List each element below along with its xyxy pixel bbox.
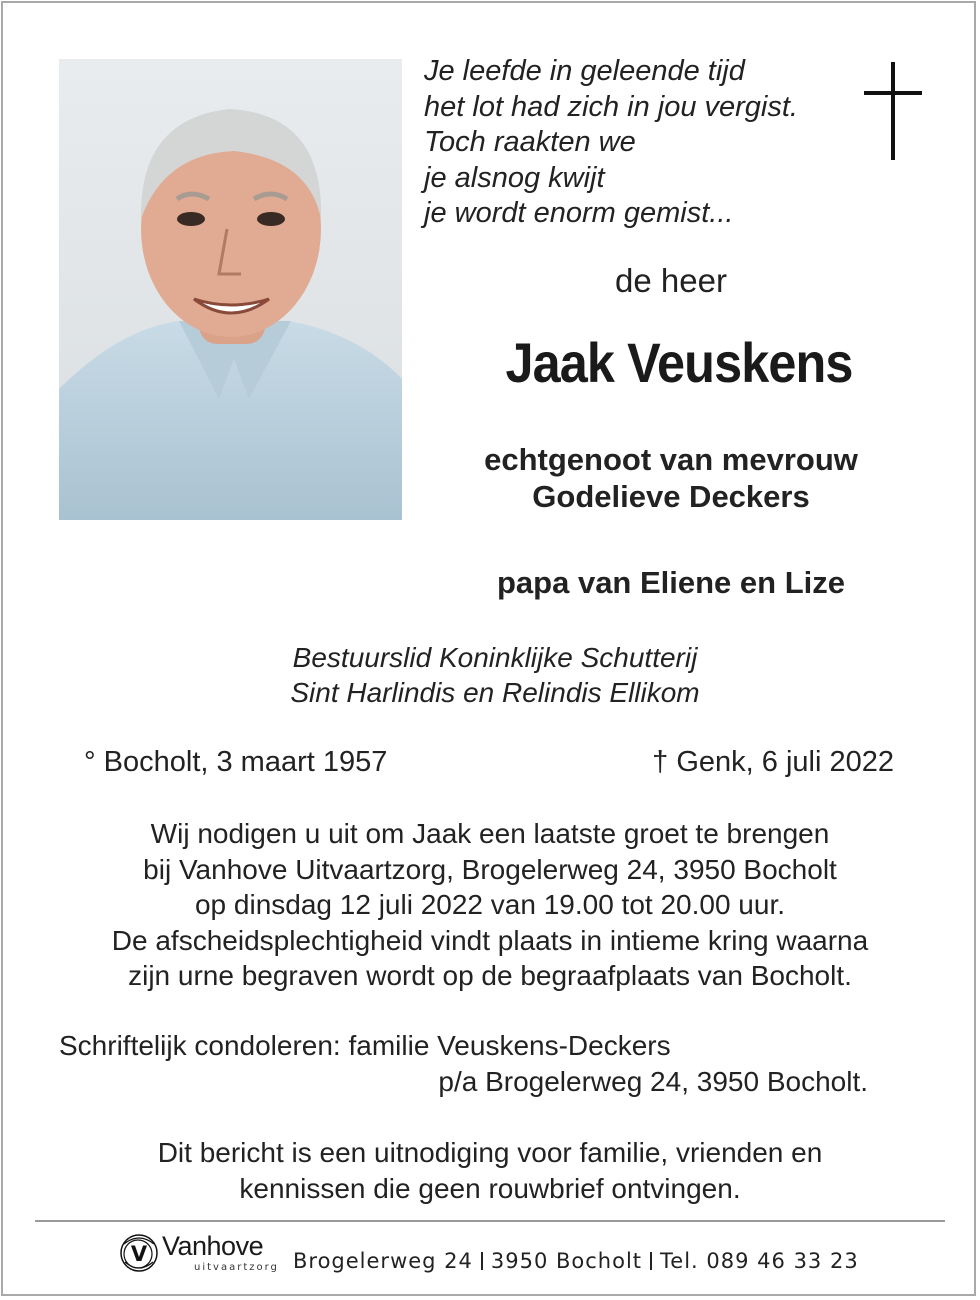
honorific: de heer xyxy=(615,262,727,299)
vanhove-logo-icon xyxy=(116,1230,162,1276)
invitation-text xyxy=(50,816,930,994)
condolence-line-2: p/a Brogelerweg 24, 3950 Bocholt. xyxy=(438,1066,868,1097)
spouse-info xyxy=(440,441,902,515)
footer-city: 3950 Bocholt xyxy=(490,1249,643,1273)
footer-divider xyxy=(35,1220,945,1222)
death-date-text: Genk, 6 juli 2022 xyxy=(676,746,894,778)
poem-line: Toch raakten we xyxy=(424,126,636,158)
death-cross-icon: † xyxy=(652,746,669,778)
footer-street: Brogelerweg 24 xyxy=(293,1249,473,1273)
invitation-line: De afscheidsplechtigheid vindt plaats in intieme kring waarna xyxy=(111,924,869,956)
deceased-name: Jaak Veuskens xyxy=(505,331,853,394)
portrait-photo xyxy=(59,59,402,520)
children-info: papa van Eliene en Lize xyxy=(496,565,845,600)
poem-line: het lot had zich in jou vergist. xyxy=(424,90,798,123)
death-date xyxy=(652,746,894,779)
logo-mark-letter: V xyxy=(130,1242,148,1266)
brand-subtitle: uitvaartzorg xyxy=(194,1262,279,1273)
notice-line-2: kennissen die geen rouwbrief ontvingen. xyxy=(239,1172,741,1204)
condolence-line-1: Schriftelijk condoleren: familie Veuskens-Deckers xyxy=(59,1030,671,1061)
club-function xyxy=(200,640,790,710)
spouse-line-2: Godelieve Deckers xyxy=(532,479,810,514)
invitation-line: Wij nodigen u uit om Jaak een laatste groet te brengen xyxy=(150,818,830,849)
function-line-2: Sint Harlindis en Relindis Ellikom xyxy=(290,677,700,708)
spouse-line-1: echtgenoot van mevrouw xyxy=(484,442,858,477)
invitation-line: bij Vanhove Uitvaartzorg, Brogelerweg 24, 3950 Bocholt xyxy=(143,853,837,885)
footer-separator xyxy=(650,1252,652,1270)
invitation-line: op dinsdag 12 juli 2022 van 19.00 tot 20.00 uur. xyxy=(194,889,786,920)
birth-date: ° Bocholt, 3 maart 1957 xyxy=(84,746,388,778)
footer-phone: Tel. 089 46 33 23 xyxy=(660,1249,859,1273)
cross-icon xyxy=(864,62,922,160)
invitation-line: zijn urne begraven wordt op de begraafplaats van Bocholt. xyxy=(128,960,852,991)
portrait-illustration xyxy=(59,59,402,520)
footer-address xyxy=(293,1249,859,1273)
poem-line: je alsnog kwijt xyxy=(424,161,605,194)
notice-line-1: Dit bericht is een uitnodiging voor familie, vrienden en xyxy=(157,1137,823,1168)
notice-text xyxy=(50,1135,930,1206)
poem-line: Je leefde in geleende tijd xyxy=(424,55,745,87)
poem-line: je wordt enorm gemist... xyxy=(424,197,734,229)
brand-name: Vanhove xyxy=(162,1231,264,1261)
footer-separator xyxy=(481,1252,483,1270)
poem xyxy=(424,54,844,232)
function-line-1: Bestuurslid Koninklijke Schutterij xyxy=(292,642,698,673)
funeral-home-logo xyxy=(116,1230,286,1280)
